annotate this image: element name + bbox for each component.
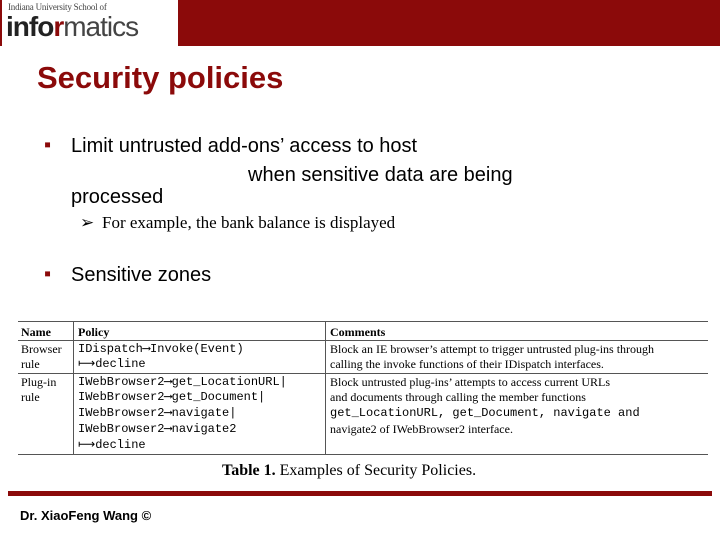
caption-label: Table 1. bbox=[222, 462, 276, 479]
bullet-1-line-3: processed bbox=[71, 186, 164, 208]
table-cell: IDispatch⟶Invoke(Event) bbox=[78, 342, 244, 356]
logo-school-name: Indiana University School of bbox=[8, 2, 107, 12]
slide-title: Security policies bbox=[37, 60, 284, 95]
logo-wordmark bbox=[6, 10, 138, 44]
bullet-1-line-1: Limit untrusted add-ons’ access to host bbox=[71, 135, 418, 157]
table-caption bbox=[222, 462, 476, 480]
caption-text: Examples of Security Policies. bbox=[275, 462, 477, 479]
table-header-policy: Policy bbox=[78, 325, 110, 339]
bullet-1-line-2: when sensitive data are being bbox=[248, 164, 513, 186]
table-cell: IWebBrowser2⟶navigate2 bbox=[78, 422, 237, 436]
table-cell: IWebBrowser2⟶get_Document| bbox=[78, 390, 266, 404]
school-logo bbox=[2, 0, 178, 46]
top-banner bbox=[0, 0, 720, 46]
logo-part-3: matics bbox=[63, 11, 139, 42]
table-cell: Browser bbox=[21, 342, 62, 356]
table-cell: IWebBrowser2⟶get_LocationURL| bbox=[78, 375, 287, 389]
table-cell: and documents through calling the member functions bbox=[330, 390, 586, 404]
table-cell: Block an IE browser’s attempt to trigger untrusted plug-ins through bbox=[330, 342, 655, 356]
square-bullet-icon: ▪ bbox=[44, 263, 52, 285]
table-cell: Plug-in bbox=[21, 375, 57, 389]
footer-author: Dr. XiaoFeng Wang © bbox=[20, 508, 152, 523]
table-cell: rule bbox=[21, 390, 40, 404]
table-cell: ⟼decline bbox=[78, 438, 146, 452]
table-cell: get_LocationURL, get_Document, navigate and bbox=[330, 406, 640, 420]
footer-rule bbox=[8, 491, 712, 496]
bullet-2-line-1: Sensitive zones bbox=[71, 264, 212, 286]
table-cell: navigate2 of IWebBrowser2 interface. bbox=[330, 422, 513, 436]
arrow-bullet-icon: ➢ bbox=[80, 213, 95, 233]
table-cell: Block untrusted plug-ins’ attempts to access current URLs bbox=[330, 375, 611, 389]
table-header-name: Name bbox=[21, 325, 51, 339]
table-divider bbox=[73, 322, 74, 454]
policy-table bbox=[18, 321, 708, 455]
sub-bullet-text: For example, the bank balance is displayed bbox=[102, 213, 396, 232]
table-cell: calling the invoke functions of their IDispatch interfaces. bbox=[330, 357, 604, 371]
table-cell: ⟼decline bbox=[78, 357, 146, 371]
table-cell: IWebBrowser2⟶navigate| bbox=[78, 406, 237, 420]
table-divider bbox=[325, 322, 326, 454]
logo-part-1: info bbox=[6, 11, 54, 42]
square-bullet-icon: ▪ bbox=[44, 134, 52, 156]
table-header-comments: Comments bbox=[330, 325, 386, 339]
logo-part-2: r bbox=[53, 11, 64, 42]
table-cell: rule bbox=[21, 357, 40, 371]
